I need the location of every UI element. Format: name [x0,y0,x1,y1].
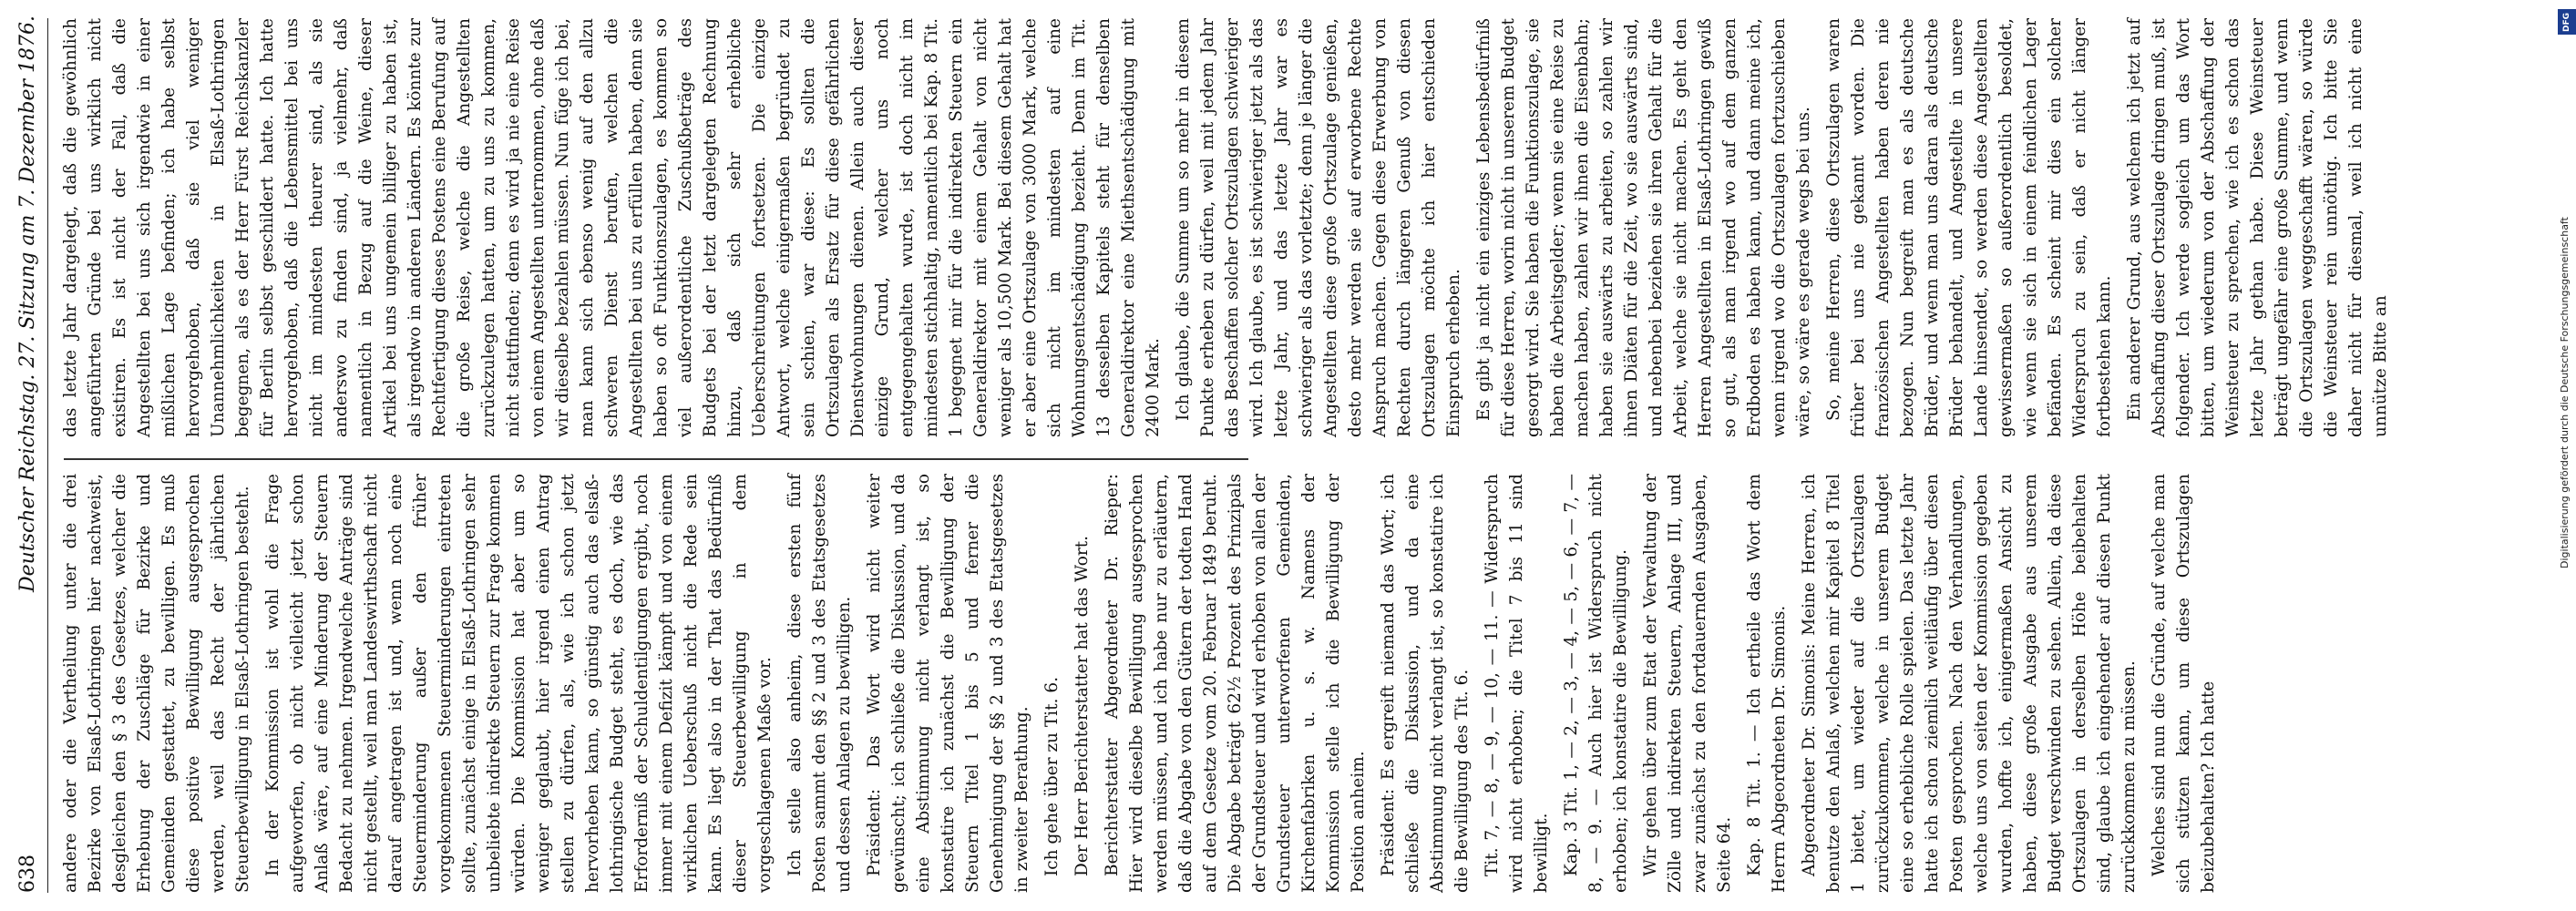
page-header [11,15,48,893]
paragraph: In der Kommission ist wohl die Frage aufgeworfen, ob nicht vielleicht jetzt schon Anlaß wäre, auf eine Minderung der Steuern Bedacht zu nehmen. Irgendwelche Anträge sind nicht gestellt, weil man Landeswirthschaft nicht darauf angetragen ist und, wenn noch eine Steuerminderung außer den früher vorgekommenen Steuerminderungen eintreten sollte, zunächst einige in Elsaß-Lothringen sehr unbeliebte indirekte Steuern zur Frage kommen würden. Die Kommission hat aber um so weniger geglaubt, hier irgend einen Antrag stellen zu dürfen, als, wie ich schon jetzt hervorheben kann, so günstig auch das elsaß-lothringische Budget steht, es doch, wie das Erforderniß der Schuldentilgungen ergibt, noch immer mit einem Defizit kämpft und von einem wirklichen Ueberschuß nicht die Rede sein kann. Es liegt also in der That das Bedürfniß dieser Steuerbewilligung in dem vorgeschlagenen Maße vor. [263,474,775,893]
paragraph: Es gibt ja nicht ein einziges Lebensbedürfniß für diese Herren, worin nicht in unserem Budget gesorgt wird. Sie haben die Funktionszulage, sie haben die Arbeitsgelder; wenn sie eine Reise zu machen haben, zahlen wir ihnen die Eisenbahn; haben sie auswärts zu arbeiten, so zahlen wir ihnen Diäten für die Zeit, wo sie auswärts sind, und nebenbei beziehen sie ihren Gehalt für die Arbeit, welche sie nicht machen. Es geht den Herren Angestellten in Elsaß-Lothringen gewiß so gut, als man irgend wo auf dem ganzen Erdboden es haben kann, und dann meine ich, wenn irgend wo die Ortszulagen fortzuschieben wäre, so wäre es gerade wegs bei uns. [1474,18,1813,437]
text-column-right [58,18,2390,437]
paragraph: Kap. 8 Tit. 1. — Ich ertheile das Wort dem Herrn Abgeordneten Dr. Simonis. [1745,474,1789,893]
paragraph: Ich stelle also anheim, diese ersten fünf Posten sammt den §§ 2 und 3 des Etatsgesetzes und dessen Anlagen zu bewilligen. [785,474,854,893]
paragraph: Der Herr Berichterstatter hat das Wort. [1072,535,1092,876]
paragraph: Kap. 3 Tit. 1, — 2, — 3, — 4, — 5, — 6, — 7, — 8, — 9. — Auch hier ist Widerspruch nicht erhoben; ich konstatire die Bewilligung. [1562,474,1630,893]
page-number: 638 [16,855,39,893]
dfg-caption: Digitalisierung gefördert durch die Deutsche Forschungsgemeinschaft [2559,217,2571,568]
paragraph: Ich glaube, die Summe um so mehr in diesem Punkte erheben zu dürfen, weil mit jedem Jahr das Beschaffen solcher Ortszulagen schwieriger wird. Ich glaube, es ist schwieriger jetzt als das letzte Jahr, und das letzte Jahr war es schwieriger als das vorletzte; denn je länger die Angestellten diese große Ortszulage genießen, desto mehr werden sie auf erworbene Rechte Anspruch machen. Gegen diese Erwerbung von Rechten durch längeren Genuß von diesen Ortszulagen möchte ich hier entschieden Einspruch erheben. [1174,18,1463,437]
paragraph: andere oder die Vertheilung unter die drei Bezirke von Elsaß-Lothringen hier nachweist, desgleichen den § 3 des Gesetzes, welcher die Erhebung der Zuschläge für Bezirke und Gemeinden gestattet, zu bewilligen. Es muß diese positive Bewilligung ausgesprochen werden, weil das Recht der jährlichen Steuerbewilligung in Elsaß-Lothringen besteht. [61,474,252,893]
paragraph: So, meine Herren, diese Ortszulagen waren früher bei uns nie gekannt worden. Die französischen Angestellten haben deren nie bezogen. Nun begreift man es als deutsche Brüder, und wenn man uns daran als deutsche Brüder behandelt, und Angestellte in unsere Lande hinsendet, so werden diese Angestellten gewissermaßen so außerordentlich besoldet, wie wenn sie sich in einem feindlichen Lager befänden. Es scheint mir dies ein solcher Widerspruch zu sein, daß er nicht länger fortbestehen kann. [1824,18,2114,437]
paragraph: Tit. 7, — 8, — 9, — 10, — 11. — Widerspruch wird nicht erhoben; die Titel 7 bis 11 sind bewilligt. [1483,474,1551,893]
paragraph: Ein anderer Grund, aus welchem ich jetzt auf Abschaffung dieser Ortszulage dringen muß, ist folgender. Ich werde sogleich um das Wort bitten, um wiederum von der Abschaffung der Weinsteuer zu sprechen, wie ich es schon das letzte Jahr gethan habe. Diese Weinsteuer beträgt ungefähr eine große Summe, und wenn die Ortszulagen weggeschafft wären, so würde die Weinsteuer rein unnöthig. Ich bitte Sie daher nicht für diesmal, weil ich nicht eine unnütze Bitte an [2125,18,2390,437]
paragraph: Berichterstatter Abgeordneter Dr. Rieper: Hier wird dieselbe Bewilligung ausgesprochen werden müssen, und ich habe nur zu erläutern, daß die Abgabe von den Gütern der todten Hand auf dem Gesetze vom 20. Februar 1849 beruht. Die Abgabe beträgt 62½ Prozent des Prinzipals der Grundsteuer und wird erhoben von allen der Grundsteuer unterworfenen Gemeinden, Kirchenfabriken u. s. w. Namens der Kommission stelle ich die Bewilligung der Position anheim. [1103,474,1368,893]
column-divider [64,459,1248,461]
paragraph: Präsident: Das Wort wird nicht weiter gewünscht; ich schließe die Diskussion, und da eine Abstimmung nicht verlangt ist, so konstatire ich zunächst die Bewilligung der Steuern Titel 1 bis 5 und ferner die Genehmigung der §§ 2 und 3 des Etatsgesetzes in zweiter Berathung. [865,474,1031,893]
paragraph: Welches sind nun die Gründe, auf welche man sich stützen kann, um diese Ortszulagen beizubehalten? Ich hatte [2150,474,2218,893]
paragraph: Abgeordneter Dr. Simonis: Meine Herren, ich benutze den Anlaß, welchen mir Kapitel 8 Titel 1 bietet, um wieder auf die Ortszulagen zurückzukommen, welche in unserem Budget eine so erhebliche Rolle spielen. Das letzte Jahr hatte ich schon ziemlich weitläufig über diesen Posten gesprochen. Nach den Verhandlungen, welche uns von seiten der Kommission gegeben wurden, hoffte ich, einigermaßen Ansicht zu haben, diese große Ausgabe aus unserem Budget verschwinden zu sehen. Allein, da diese Ortszulagen in derselben Höhe beibehalten sind, glaube ich eingehender auf diesen Punkt zurückkommen zu müssen. [1800,474,2139,893]
paragraph: Ich gehe über zu Tit. 6. [1042,676,1062,876]
page-title: Deutscher Reichstag. 27. Sitzung am 7. Dezember 1876. [16,15,39,592]
paragraph: das letzte Jahr dargelegt, daß die gewöhnlich angeführten Gründe bei uns wirklich nicht existiren. Es ist nicht der Fall, daß die Angestellten bei uns sich irgendwie in einer mißlichen Lage befinden; ich habe selbst hervorgehoben, daß sie viel weniger Unannehmlichkeiten in Elsaß-Lothringen begegnen, als es der Herr Fürst Reichskanzler für Berlin selbst geschildert hatte. Ich hatte hervorgehoben, daß die Lebensmittel bei uns nicht im mindesten theurer sind, als sie anderswo zu finden sind, ja vielmehr, daß namentlich in Bezug auf die Weine, dieser Artikel bei uns ungemein billiger zu haben ist, als irgendwo in anderen Ländern. Es könnte zur Rechtfertigung dieses Postens eine Berufung auf die große Reise, welche die Angestellten zurückzulegen hatten, um zu uns zu kommen, nicht stattfinden; denn es wird ja nie eine Reise von einem Angestellten unternommen, ohne daß wir dieselbe bezahlen müssen. Nun füge ich bei, man kann sich ebenso wenig auf den allzu schweren Dienst berufen, welchen die Angestellten bei uns zu erfüllen haben, denn sie haben so oft Funktionszulagen, es kommen so viel außerordentliche Zuschußbeträge des Budgets bei der letzt dargelegten Rechnung hinzu, daß sich sehr erhebliche Ueberschreitungen fortsetzen. Die einzige Antwort, welche einigermaßen begründet zu sein schien, war diese: Es sollten die Ortszulagen als Ersatz für diese gefährlichen Dienstwohnungen dienen. Allein auch dieser einzige Grund, welcher uns noch entgegengehalten wurde, ist doch nicht im mindesten stichhaltig, namentlich bei Kap. 8 Tit. 1 begegnet mir für die indirekten Steuern ein Generaldirektor mit einem Gehalt von nicht weniger als 10,500 Mark. Bei diesem Gehalt hat er aber eine Ortszulage von 3000 Mark, welche sich nicht im mindesten auf eine Wohnungsentschädigung bezieht. Denn im Tit. 13 desselben Kapitels steht für denselben Generaldirektor eine Miethsentschädigung mit 2400 Mark. [61,18,1163,437]
paragraph: Präsident: Es ergreift niemand das Wort; ich schließe die Diskussion, und da eine Abstimmung nicht verlangt ist, so konstatire ich die Bewilligung des Tit. 6. [1379,474,1472,893]
dfg-logo: DFG [2558,9,2576,35]
paragraph: Wir gehen über zum Etat der Verwaltung der Zölle und indirekten Steuern, Anlage III, und zwar zunächst zu den fortdauernden Ausgaben, Seite 64. [1641,474,1734,893]
text-column-left [58,474,2218,893]
